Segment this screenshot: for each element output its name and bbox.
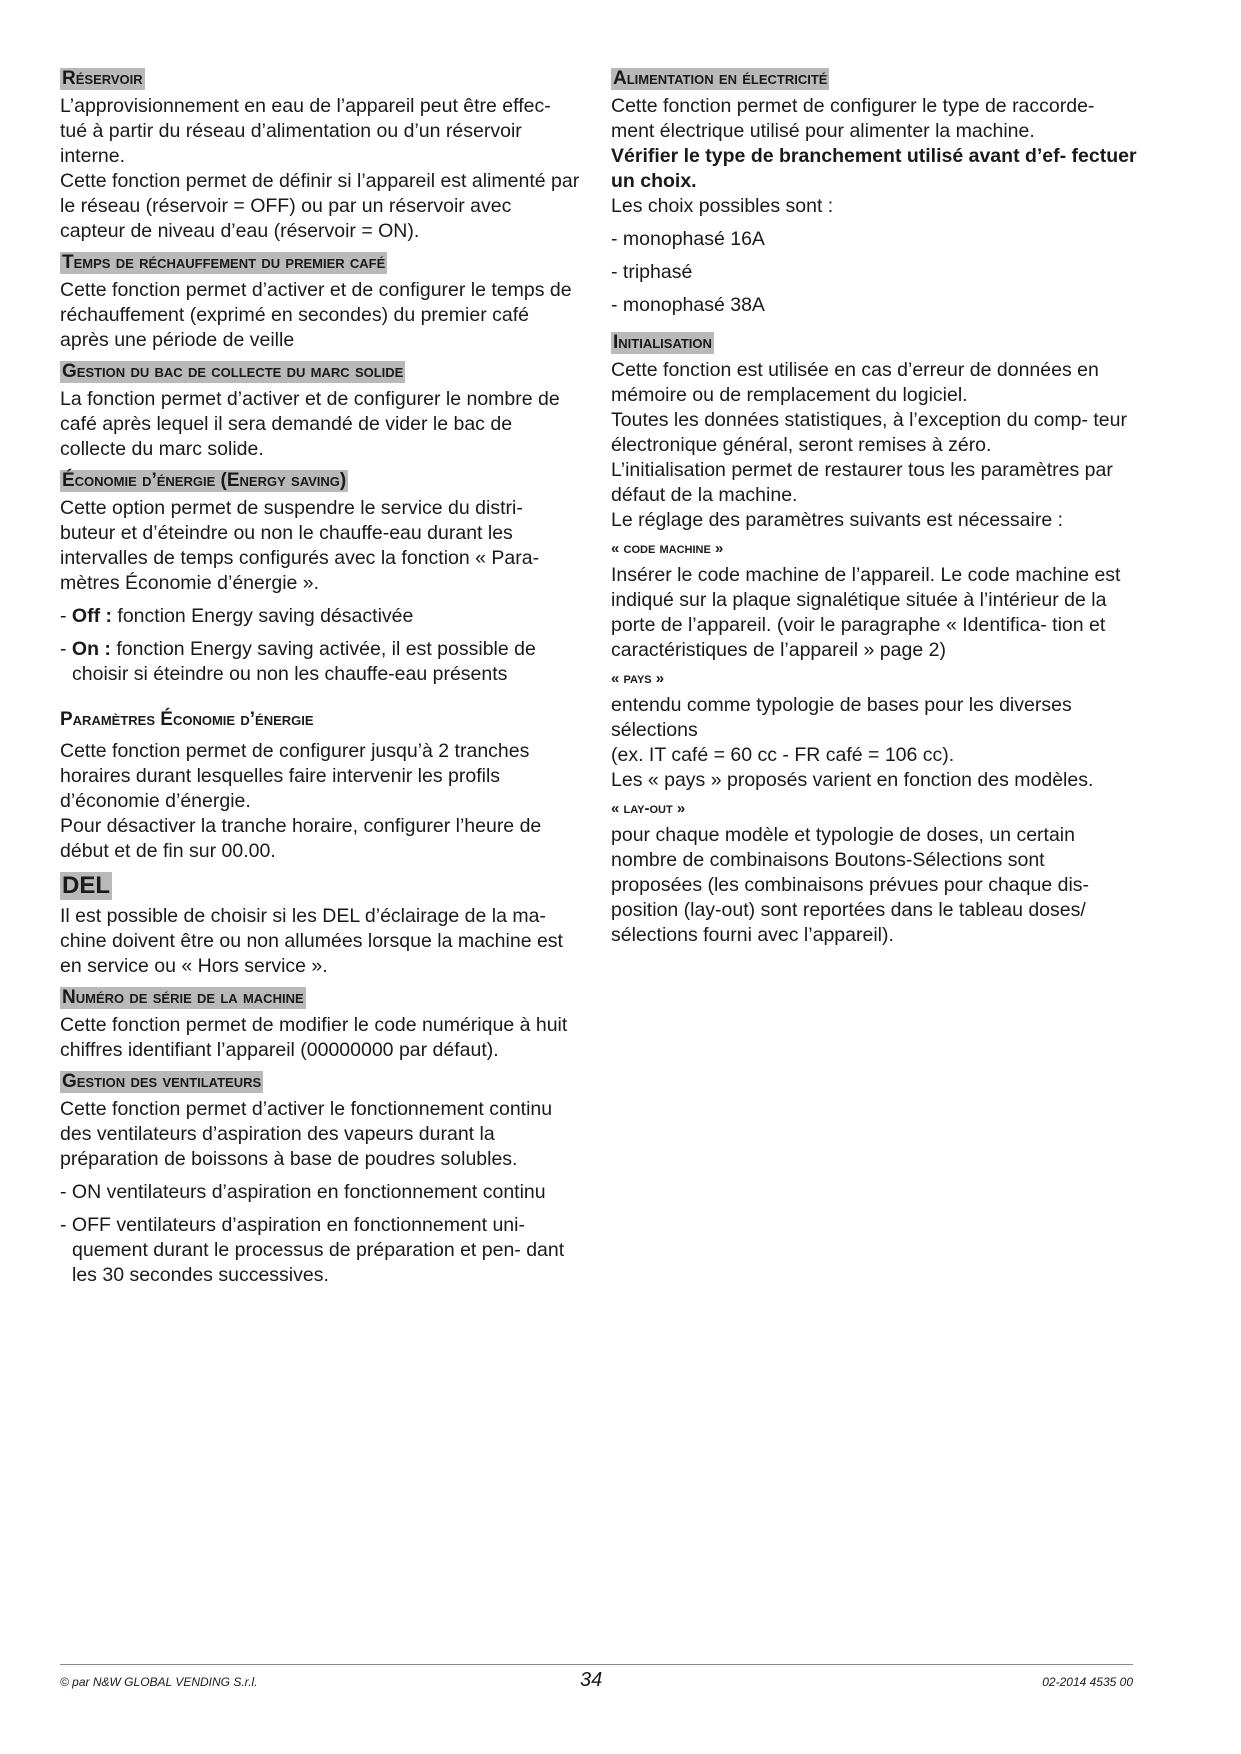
page-number: 34: [580, 1669, 603, 1691]
subheading-code-machine: « code machine »: [611, 540, 724, 557]
section-numero: [60, 987, 580, 1063]
section-parametres: [60, 695, 580, 864]
section-title: Économie d’énergie (Energy saving): [62, 470, 347, 491]
paragraph: Pour désactiver la tranche horaire, configurer l’heure de début et de fin sur 00.00.: [60, 815, 542, 862]
paragraph: (ex. IT café = 60 cc - FR café = 106 cc).: [611, 744, 955, 766]
right-column: [611, 68, 1141, 956]
paragraph: pour chaque modèle et typologie de doses, un certain nombre de combinaisons Boutons-Sélections sont proposées (les combinaisons prévues pour chaque dis- position (lay-out) sont reportées dans le tableau doses/ sélections fourni avec l’appareil).: [611, 824, 1090, 946]
paragraph: Toutes les données statistiques, à l’exception du comp- teur électronique général, seront remises à zéro.: [611, 409, 1127, 456]
section-title: Temps de réchauffement du premier café: [62, 252, 386, 273]
warning-text: Vérifier le type de branchement utilisé avant d’ef- fectuer un choix.: [611, 145, 1137, 192]
list-item: - monophasé 16A: [611, 228, 765, 250]
paragraph: Il est possible de choisir si les DEL d’éclairage de la ma- chine doivent être ou non allumées lorsque la machine est en service ou « Hors service ».: [60, 905, 563, 977]
section-title: Paramètres Économie d’énergie: [60, 709, 314, 730]
list-item: - triphasé: [611, 261, 693, 283]
off-label: Off :: [71, 605, 112, 627]
section-initialisation: [611, 332, 1141, 948]
paragraph: Cette fonction permet de configurer le type de raccorde- ment électrique utilisé pour alimenter la machine.: [611, 95, 1095, 142]
section-alimentation: [611, 68, 1141, 318]
section-reservoir: [60, 68, 580, 244]
on-label: On :: [71, 638, 111, 660]
paragraph: Cette fonction permet de définir si l’appareil est alimenté par le réseau (réservoir = OFF) ou par un réservoir avec capteur de niveau d’eau (réservoir = ON).: [60, 170, 580, 242]
paragraph: entendu comme typologie de bases pour les diverses sélections: [611, 694, 1072, 741]
paragraph: Cette fonction permet de configurer jusqu’à 2 tranches horaires durant lesquelles faire intervenir les profils d’économie d’énergie.: [60, 740, 530, 812]
paragraph: Insérer le code machine de l’appareil. Le code machine est indiqué sur la plaque signalétique située à l’intérieur de la porte de l’appareil. (voir le paragraphe « Identifica- tion et caractéristiques de l’appareil » page 2): [611, 564, 1121, 661]
section-title: Réservoir: [62, 68, 143, 89]
section-del: [60, 872, 580, 979]
paragraph: Cette option permet de suspendre le service du distri- buteur et d’éteindre ou non le chauffe-eau durant les intervalles de temps configurés avec la fonction « Para- mètres Économie d’énergie ».: [60, 497, 540, 594]
list-item: - ON ventilateurs d’aspiration en fonctionnement continu: [60, 1181, 546, 1203]
on-text: fonction Energy saving activée, il est possible de choisir si éteindre ou non les chauffe-eau présents: [72, 638, 536, 685]
off-text: fonction Energy saving désactivée: [112, 605, 414, 627]
list-item: - OFF ventilateurs d’aspiration en fonctionnement uni- quement durant le processus de préparation et pen- dant les 30 secondes successives.: [60, 1214, 565, 1286]
footer-copyright: © par N&W GLOBAL VENDING S.r.l.: [60, 1675, 258, 1689]
list-item: - monophasé 38A: [611, 294, 765, 316]
section-temps: [60, 252, 580, 353]
paragraph: Le réglage des paramètres suivants est nécessaire :: [611, 509, 1063, 531]
paragraph: Cette fonction permet d’activer et de configurer le temps de réchauffement (exprimé en secondes) du premier café après une période de veille: [60, 279, 572, 351]
section-economie: [60, 470, 580, 687]
section-title: Alimentation en électricité: [613, 68, 828, 89]
section-bac: [60, 361, 580, 462]
section-ventilateurs: [60, 1071, 580, 1288]
paragraph: L’initialisation permet de restaurer tous les paramètres par défaut de la machine.: [611, 459, 1113, 506]
subheading-pays: « pays »: [611, 670, 665, 687]
list-item-off: - Off : fonction Energy saving désactivée: [60, 605, 414, 627]
footer-doc-code: 02-2014 4535 00: [1042, 1675, 1133, 1689]
paragraph: Cette fonction permet de modifier le code numérique à huit chiffres identifiant l’appareil (00000000 par défaut).: [60, 1014, 568, 1061]
paragraph: La fonction permet d’activer et de configurer le nombre de café après lequel il sera demandé de vider le bac de collecte du marc solide.: [60, 388, 560, 460]
paragraph: Cette fonction permet d’activer le fonctionnement continu des ventilateurs d’aspiration des vapeurs durant la préparation de boissons à base de poudres solubles.: [60, 1098, 553, 1170]
paragraph: Les « pays » proposés varient en fonction des modèles.: [611, 769, 1094, 791]
list-item-on: - On : fonction Energy saving activée, il est possible de choisir si éteindre ou non les chauffe-eau présents: [60, 638, 536, 685]
section-title: Gestion des ventilateurs: [62, 1071, 262, 1092]
page-footer: [60, 1664, 1133, 1691]
paragraph: L’approvisionnement en eau de l’appareil peut être effec- tué à partir du réseau d’alimentation ou d’un réservoir interne.: [60, 95, 551, 167]
paragraph: Les choix possibles sont :: [611, 195, 834, 217]
subheading-lay-out: « lay-out »: [611, 800, 686, 817]
section-title: Gestion du bac de collecte du marc solide: [62, 361, 404, 382]
section-title: Initialisation: [613, 332, 712, 353]
left-column: [60, 68, 580, 1296]
section-title: DEL: [62, 872, 110, 899]
paragraph: Cette fonction est utilisée en cas d’erreur de données en mémoire ou de remplacement du logiciel.: [611, 359, 1099, 406]
section-title: Numéro de série de la machine: [62, 987, 304, 1008]
